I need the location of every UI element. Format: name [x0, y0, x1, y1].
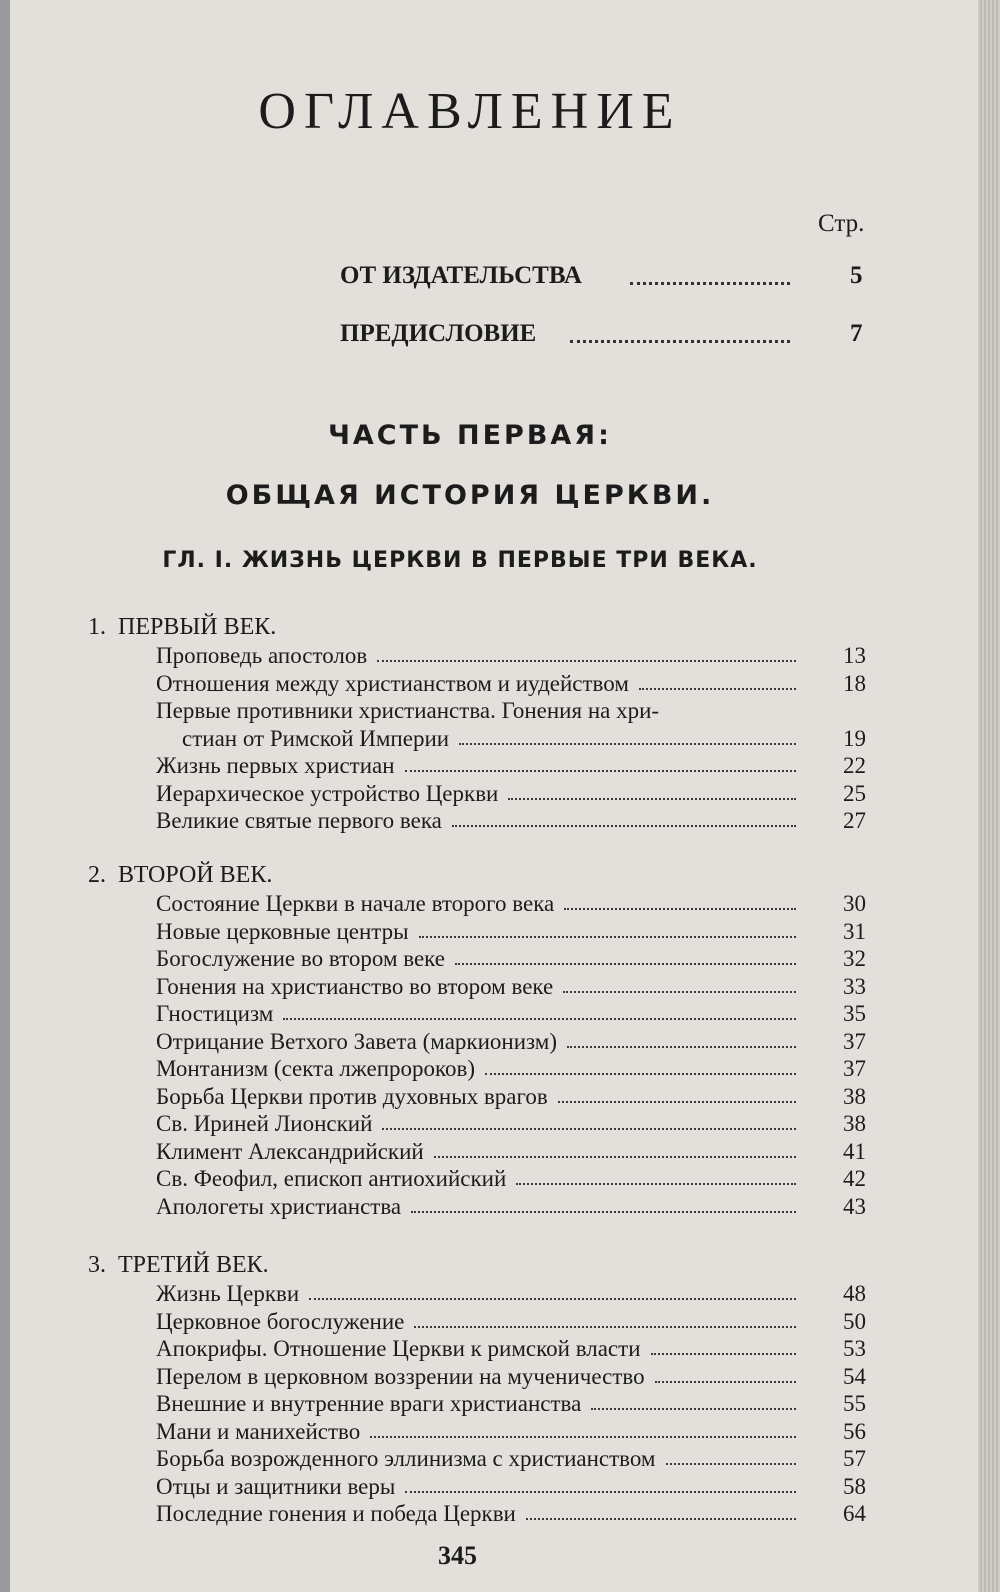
entry-page: 13 [843, 643, 866, 668]
entry-text: Климент Александрийский [156, 1138, 424, 1164]
section-title: ПЕРВЫЙ ВЕК. [118, 614, 277, 640]
book-page [10, 0, 980, 1592]
front-entry-publisher [10, 262, 910, 292]
leader-dots [630, 282, 790, 285]
entry-page: 53 [843, 1336, 866, 1361]
entry-page: 35 [843, 1001, 866, 1026]
entry-page: 54 [843, 1363, 866, 1389]
leader-dots [377, 660, 796, 662]
leader-dots [411, 1211, 796, 1213]
leader-dots [283, 1018, 796, 1020]
entry-text: Гностицизм [156, 1001, 274, 1026]
toc-entry [156, 780, 866, 807]
leader-dots [382, 1128, 796, 1130]
leader-dots [485, 1073, 796, 1075]
entry-page: 32 [843, 946, 866, 971]
entry-text: Иерархическое устройство Церкви [156, 780, 499, 806]
entry-text: Отрицание Ветхого Завета (маркионизм) [156, 1028, 557, 1054]
toc-entry [156, 670, 866, 697]
leader-dots [414, 1326, 796, 1328]
section-number: 3. [88, 1252, 106, 1278]
entry-text: Апокрифы. Отношение Церкви к римской власти [156, 1336, 641, 1361]
leader-dots [558, 1101, 796, 1103]
toc-entry [156, 1000, 866, 1027]
toc-entry [156, 890, 866, 917]
leader-dots [405, 1491, 796, 1493]
section-number: 2. [88, 862, 106, 888]
leader-dots [564, 908, 796, 910]
front-entry-label: ОТ ИЗДАТЕЛЬСТВА [340, 262, 582, 289]
entry-page: 48 [843, 1281, 866, 1306]
toc-entry [156, 807, 866, 834]
toc-entry [156, 1500, 866, 1527]
entry-page: 37 [843, 1028, 866, 1054]
entry-text: Последние гонения и победа Церкви [156, 1501, 516, 1526]
entry-text: Церковное богослужение [156, 1308, 405, 1334]
leader-dots [508, 798, 796, 800]
toc-entry [156, 945, 866, 972]
leader-dots [651, 1353, 796, 1355]
leader-dots [563, 991, 796, 993]
leader-dots [309, 1298, 796, 1300]
front-entry-label: ПРЕДИСЛОВИЕ [340, 320, 537, 347]
entry-text: Первые противники христианства. Гонения на хри- [156, 698, 660, 723]
leader-dots [666, 1463, 797, 1465]
toc-entry [156, 1280, 866, 1307]
entry-text: Новые церковные центры [156, 918, 409, 944]
entry-page: 33 [843, 973, 866, 999]
toc-entry [156, 1390, 866, 1417]
entry-page: 27 [843, 808, 866, 833]
section-number: 1. [88, 614, 106, 640]
entry-page: 38 [843, 1083, 866, 1109]
leader-dots [526, 1518, 796, 1520]
entry-page: 41 [843, 1138, 866, 1164]
entry-page: 42 [843, 1166, 866, 1191]
leader-dots [516, 1183, 796, 1185]
entry-text: Перелом в церковном воззрении на мученичество [156, 1363, 645, 1389]
leader-dots [452, 825, 796, 827]
entry-text: Апологеты христианства [156, 1193, 402, 1219]
entry-text: Монтанизм (секта лжепророков) [156, 1056, 476, 1081]
toc-entry [156, 697, 866, 724]
entry-text: Состояние Церкви в начале второго века [156, 891, 555, 916]
entry-text: Отношения между христианством и иудейством [156, 670, 629, 696]
entry-text: Гонения на христианство во втором веке [156, 973, 554, 999]
chapter-heading: ГЛ. I. ЖИЗНЬ ЦЕРКВИ В ПЕРВЫЕ ТРИ ВЕКА. [162, 548, 758, 573]
leader-dots [570, 340, 790, 343]
leader-dots [434, 1156, 796, 1158]
toc-entry [156, 1335, 866, 1362]
leader-dots [455, 963, 796, 965]
entry-page: 31 [843, 918, 866, 944]
leader-dots [639, 688, 796, 690]
entry-page: 43 [843, 1193, 866, 1219]
leader-dots [459, 743, 796, 745]
toc-entry [156, 973, 866, 1000]
toc-entry [156, 1110, 866, 1137]
page-column-label: Стр. [818, 210, 865, 237]
section-heading [88, 614, 276, 641]
entry-page: 56 [843, 1418, 866, 1444]
leader-dots [419, 936, 796, 938]
entry-text: Борьба возрожденного эллинизма с христианством [156, 1446, 656, 1471]
entry-page: 38 [843, 1111, 866, 1136]
entry-page: 57 [843, 1446, 866, 1471]
entry-page: 64 [843, 1501, 866, 1526]
front-entry-page: 5 [850, 262, 863, 289]
entry-text: Мани и манихейство [156, 1418, 361, 1444]
toc-entry [156, 1138, 866, 1165]
entry-page: 58 [843, 1473, 866, 1499]
entry-text: Богослужение во втором веке [156, 946, 445, 971]
toc-entry [156, 1193, 866, 1220]
leader-dots [591, 1408, 796, 1410]
entry-text: Борьба Церкви против духовных врагов [156, 1083, 548, 1109]
entry-page: 55 [843, 1391, 866, 1416]
toc-entry [156, 1308, 866, 1335]
section-title: ТРЕТИЙ ВЕК. [118, 1252, 269, 1278]
entry-page: 18 [843, 670, 866, 696]
leader-dots [567, 1046, 796, 1048]
section-title: ВТОРОЙ ВЕК. [118, 862, 273, 888]
entry-page: 37 [843, 1056, 866, 1081]
entry-page: 22 [843, 753, 866, 778]
toc-entry [156, 1028, 866, 1055]
entry-page: 30 [843, 891, 866, 916]
toc-entry [156, 1445, 866, 1472]
section-heading [88, 862, 272, 889]
entry-text: Великие святые первого века [156, 808, 442, 833]
toc-entry-continuation [156, 725, 866, 752]
toc-entry [156, 1055, 866, 1082]
toc-entry [156, 1473, 866, 1500]
entry-page: 19 [843, 725, 866, 751]
toc-entry [156, 1363, 866, 1390]
entry-text: Св. Ириней Лионский [156, 1111, 373, 1136]
entry-text: Жизнь первых христиан [156, 753, 395, 778]
entry-text: Внешние и внутренние враги христианства [156, 1391, 582, 1416]
section-heading [88, 1252, 269, 1279]
leader-dots [405, 770, 796, 772]
entry-text: Св. Феофил, епископ антиохийский [156, 1166, 507, 1191]
toc-entry [156, 1418, 866, 1445]
part-heading: ЧАСТЬ ПЕРВАЯ: [328, 420, 612, 451]
entry-page: 25 [843, 780, 866, 806]
toc-entry [156, 752, 866, 779]
page-edge [978, 0, 1000, 1592]
entry-page: 50 [843, 1308, 866, 1334]
entry-text: стиан от Римской Империи [182, 725, 450, 751]
toc-entry [156, 642, 866, 669]
front-entry-page: 7 [850, 320, 863, 347]
toc-entry [156, 918, 866, 945]
leader-dots [370, 1436, 796, 1438]
page-number: 345 [438, 1541, 477, 1570]
entry-text: Проповедь апостолов [156, 643, 368, 668]
entry-text: Жизнь Церкви [156, 1281, 300, 1306]
leader-dots [655, 1381, 796, 1383]
toc-entry [156, 1165, 866, 1192]
toc-entry [156, 1083, 866, 1110]
toc-title: ОГЛАВЛЕНИЕ [258, 83, 682, 140]
part-subheading: ОБЩАЯ ИСТОРИЯ ЦЕРКВИ. [225, 480, 715, 511]
entry-text: Отцы и защитники веры [156, 1473, 396, 1499]
front-entry-preface [10, 320, 910, 350]
